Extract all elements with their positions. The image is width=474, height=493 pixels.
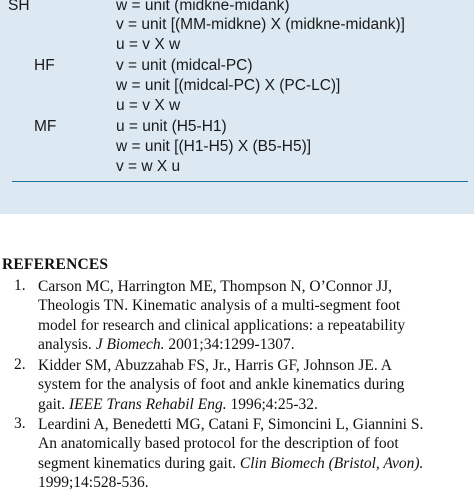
journal-name: IEEE Trans Rehabil Eng. — [69, 395, 227, 413]
reference-item-1 — [38, 277, 470, 355]
equation-line: u = unit (H5-H1) — [116, 118, 227, 135]
reference-line: An anatomically based protocol for the description of foot — [38, 435, 399, 453]
reference-line: gait. IEEE Trans Rehabil Eng. 1996;4:25-32. — [38, 395, 318, 413]
reference-line: Leardini A, Benedetti MG, Catani F, Simoncini L, Giannini S. — [38, 416, 424, 433]
reference-item-3 — [38, 415, 470, 493]
table-bottom-rule — [12, 181, 468, 182]
reference-number: 3. — [14, 415, 26, 432]
equation-line: v = w X u — [116, 158, 181, 175]
reference-item-2 — [38, 356, 470, 414]
journal-name: Clin Biomech (Bristol, Avon). — [239, 454, 424, 472]
reference-line: system for the analysis of foot and ankle kinematics during — [38, 376, 405, 394]
reference-line: Carson MC, Harrington ME, Thompson N, O’Connor JJ, — [38, 278, 393, 295]
definitions-panel — [0, 0, 474, 214]
references-heading: REFERENCES — [2, 256, 109, 273]
reference-number: 1. — [14, 277, 26, 294]
equation-line: w = unit [(midcal-PC) X (PC-LC)] — [116, 77, 341, 94]
reference-line: analysis. J Biomech. 2001;34:1299-1307. — [38, 336, 295, 354]
segment-label-sh: SH — [8, 0, 30, 14]
equation-line: w = unit [(H1-H5) X (B5-H5)] — [116, 138, 312, 155]
equation-line: v = unit [(MM-midkne) X (midkne-midank)] — [116, 16, 405, 33]
journal-name: J Biomech. — [95, 336, 165, 354]
segment-label-hf: HF — [34, 57, 55, 74]
reference-line: 1999;14:528-536. — [38, 474, 149, 492]
reference-line: segment kinematics during gait. Clin Biomech (Bristol, Avon). — [38, 454, 424, 472]
equation-line: u = v X w — [116, 97, 181, 114]
segment-label-mf: MF — [34, 118, 57, 135]
reference-number: 2. — [14, 356, 26, 373]
reference-line: Theologis TN. Kinematic analysis of a multi-segment foot — [38, 297, 401, 315]
reference-line: Kidder SM, Abuzzahab FS, Jr., Harris GF, Johnson JE. A — [38, 357, 392, 374]
equation-line: w = unit (midkne-midank) — [116, 0, 290, 14]
reference-line: model for research and clinical applications: a repeatability — [38, 316, 406, 334]
equation-line: v = unit (midcal-PC) — [116, 57, 253, 74]
equation-line: u = v X w — [116, 36, 181, 53]
